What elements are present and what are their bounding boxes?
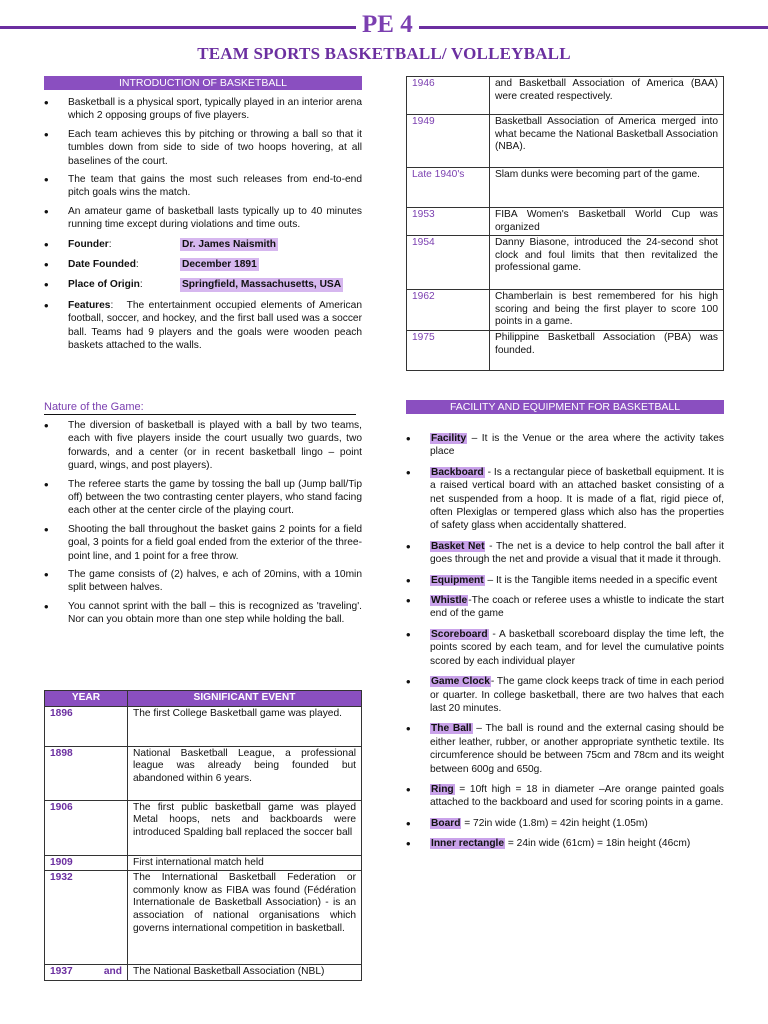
table-row: 1953 FIBA Women's Basketball World Cup was organized (407, 208, 724, 236)
intro-list (44, 96, 362, 353)
list-item: • The referee starts the game by tossing the ball up (Jump ball/Tip off) between the two contrasting center players, who stand facing each other at the center circle of the playing court. (44, 476, 362, 517)
facility-heading: FACILITY AND EQUIPMENT FOR BASKETBALL (406, 400, 724, 414)
col-year-header: YEAR (45, 691, 128, 707)
facility-list (406, 432, 724, 851)
nature-section (44, 401, 362, 627)
table-row: 1949 Basketball Association of America merged into what became the National Basketball Association (NBA). (407, 115, 724, 168)
table-row: 1932 The International Basketball Federation or commonly know as FIBA was found (Fédération Internationale de Basketball Association) - is an association of national organisations which governs international competition in basketball. (45, 871, 362, 965)
history-table-right (406, 76, 724, 371)
list-item: • Each team achieves this by pitching or throwing a ball so that it tumbles down from side to side of two hoops hovering, at all baselines of the court. (44, 126, 362, 167)
list-item: • Scoreboard - A basketball scoreboard display the time left, the points scored by each team, and for level the cumulative points scored by each individual player (406, 626, 724, 667)
list-item: • Basketball is a physical sport, typically played in an interior arena which 2 opposing groups of five players. (44, 95, 362, 122)
table-row: 1896 The first College Basketball game was played. (45, 706, 362, 746)
table-row: 1954 Danny Biasone, introduced the 24-second shot clock and foul limits that then revitalized the professional game. (407, 236, 724, 290)
features-item: • Features: The entertainment occupied elements of American football, soccer, and hockey, and the first ball used was a soccer ball. Teams had 9 players and the goals were wooden peach baskets attached to the walls. (44, 297, 362, 352)
table-row: 1937 and The National Basketball Association (NBL) (45, 965, 362, 981)
list-item: • The diversion of basketball is played with a ball by two teams, each with five players inside the court usually two guards, two forwards, and a center (or in recent basketball lingo – point guard, wings, and post players). (44, 418, 362, 472)
list-item: • The game consists of (2) halves, e ach of 20mins, with a 10min split between halves. (44, 567, 362, 594)
date-founded-item: • Date Founded: December 1891 (44, 257, 257, 273)
list-item: • Backboard - Is a rectangular piece of basketball equipment. It is a raised vertical board with an attached basket consisting of a net suspended from a hoop. It is made of a flat, rigid piece of, often Plexiglas or tempered glass which also has the properties of safety glass when accidentally shattered. (406, 464, 724, 532)
list-item: • Ring = 10ft high = 18 in diameter –Are orange painted goals attached to the backboard and used for scoring points in a game. (406, 781, 724, 809)
table-row: Late 1940's Slam dunks were becoming part of the game. (407, 168, 724, 208)
intro-section (44, 76, 362, 353)
list-item: • Board = 72in wide (1.8m) = 42in height (1.05m) (406, 815, 648, 831)
table-row: 1946 and Basketball Association of America (BAA) were created respectively. (407, 77, 724, 115)
table-row: 1909 First international match held (45, 855, 362, 871)
table-row: 1962 Chamberlain is best remembered for his high scoring and being the first player to score 100 points in a game. (407, 290, 724, 331)
list-item: • Shooting the ball throughout the basket gains 2 points for a field goal, 3 points for a field goal ended from the exterior of the three-point line, and 1 point for a free throw. (44, 521, 362, 562)
list-item: • An amateur game of basketball lasts typically up to 40 minutes running time except during violations and time outs. (44, 203, 362, 231)
list-item: • Whistle-The coach or referee uses a whistle to indicate the start end of the game (406, 593, 724, 620)
list-item: • Inner rectangle = 24in wide (61cm) = 18in height (46cm) (406, 836, 691, 852)
history-table-left (44, 690, 362, 981)
list-item: • Basket Net - The net is a device to help control the ball after it goes through the net and provide a visual that it made it through. (406, 538, 724, 566)
list-item: • The team that gains the most such releases from end-to-end pitch goals wins the match. (44, 172, 362, 199)
table-row: 1898 National Basketball League, a professional league was already being founded but abandoned within 6 years. (45, 746, 362, 800)
list-item: • The Ball – The ball is round and the external casing should be either leather, rubber, or another appropriate synthetic textile. Its circumference should be between 75cm and 78cm and its weight between 600g and 650g. (406, 721, 724, 775)
intro-heading: INTRODUCTION OF BASKETBALL (44, 76, 362, 90)
list-item: • Equipment – It is the Tangible items needed in a specific event (406, 572, 718, 588)
page-title: PE 4 (356, 10, 419, 40)
nature-heading: Nature of the Game: (44, 401, 356, 415)
list-item: • You cannot sprint with the ball – this is recognized as 'traveling'. Nor can you obtain more than one step while holding the ball. (44, 598, 362, 626)
document-subtitle: TEAM SPORTS BASKETBALL/ VOLLEYBALL (197, 44, 571, 63)
place-of-origin-item: • Place of Origin: Springfield, Massachusetts, USA (44, 277, 342, 293)
list-item: • Game Clock- The game clock keeps track of time in each period or quarter. In college basketball, there are two halves that each last 20 minutes. (406, 674, 724, 714)
table-row: 1906 The first public basketball game was played Metal hoops, nets and backboards were introduced Spalding ball replaced the soccer ball (45, 800, 362, 855)
table-header (45, 691, 362, 707)
nature-list (44, 419, 362, 627)
list-item: • Facility – It is the Venue or the area where the activity takes place (406, 431, 724, 458)
founder-item: • Founder: Dr. James Naismith (44, 236, 276, 252)
col-event-header: SIGNIFICANT EVENT (128, 691, 362, 707)
facility-section (406, 400, 724, 851)
table-row: 1975 Philippine Basketball Association (PBA) was founded. (407, 331, 724, 371)
